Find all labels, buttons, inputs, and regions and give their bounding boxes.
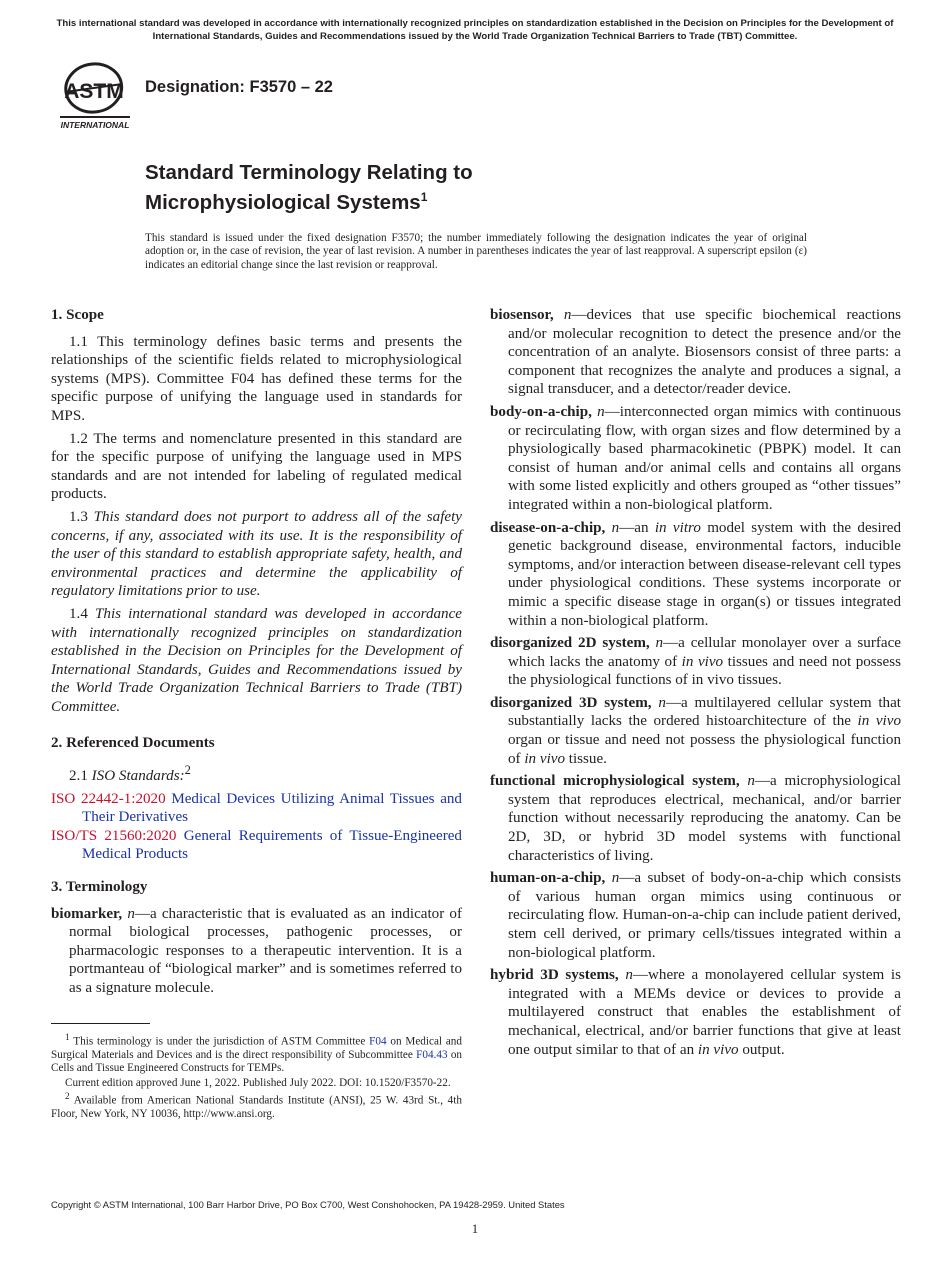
reference-title-link-iso-ts-21560[interactable]: General Requirements of Tissue-Engineered Medical Products bbox=[82, 827, 462, 863]
reference-link-iso-22442[interactable]: ISO 22442-1:2020 bbox=[51, 790, 166, 807]
term-definition-italic: in vivo bbox=[697, 1041, 739, 1058]
term-name: disorganized 2D system, bbox=[490, 635, 650, 652]
reference-item bbox=[51, 827, 462, 864]
footnote-2 bbox=[51, 1091, 462, 1121]
term-disorganized-3d-system bbox=[490, 694, 901, 768]
astm-logo-icon bbox=[54, 56, 134, 134]
noun-marker: n bbox=[127, 905, 135, 922]
term-hybrid-3d-systems bbox=[490, 966, 901, 1059]
logo-text: ASTM bbox=[64, 80, 124, 103]
logo-subtext: INTERNATIONAL bbox=[60, 120, 130, 130]
designation: Designation: F3570 – 22 bbox=[145, 78, 333, 96]
term-definition-b: tissues and need not possess the physiological functions of in vivo tissues. bbox=[508, 653, 901, 689]
term-name: body-on-a-chip, bbox=[490, 403, 592, 420]
term-functional-microphysiological-system bbox=[490, 772, 901, 865]
committee-f04-link[interactable]: F04 bbox=[369, 1035, 387, 1048]
footnote-1 bbox=[51, 1032, 462, 1076]
footnote-divider bbox=[51, 1023, 150, 1024]
term-definition-italic-2: in vivo bbox=[524, 750, 566, 767]
page-number: 1 bbox=[471, 1222, 479, 1236]
term-definition-a: —a cellular monolayer over a surface which lacks the anatomy of bbox=[508, 635, 901, 670]
scope-1-4 bbox=[51, 605, 462, 717]
noun-marker: n bbox=[611, 870, 620, 887]
term-definition: —a microphysiological system that reproduces electrical, mechanical, and/or barrier function without necessarily reproducing the anatomy. Can be 2D, 3D, or hybrid 3D model systems with functional characteristics of living. bbox=[508, 773, 902, 864]
term-name: human-on-a-chip, bbox=[490, 870, 606, 887]
reference-item bbox=[51, 790, 462, 827]
scope-1-3-text: This standard does not purport to address all of the safety concerns, if any, associated with its use. It is the responsibility of the user of this standard to establish appropriate safety, health, and environmental practices and determine the applicability of regulatory limitations prior to use. bbox=[51, 508, 463, 600]
footnote-1-text-a: This terminology is under the jurisdiction of ASTM Committee bbox=[73, 1035, 370, 1048]
term-name: hybrid 3D systems, bbox=[490, 967, 619, 984]
title-line-2-text: Microphysiological Systems bbox=[145, 190, 421, 214]
term-definition: —devices that use specific biochemical reactions and/or molecular recognition to detect the presence and/or the concentration of an analyte. Biosensors consist of three parts: a component that recognizes the analyte and produces a signal, a signal transducer, and a detector/reader device. bbox=[508, 307, 901, 398]
noun-marker: n bbox=[563, 307, 572, 323]
scope-1-4-number: 1.4 bbox=[69, 605, 88, 622]
iso-standards-subsection bbox=[51, 761, 462, 786]
left-column bbox=[51, 306, 462, 1002]
footnote-1-mark: 1 bbox=[65, 1033, 70, 1043]
scope-1-2: 1.2 The terms and nomenclature presented in this standard are for the specific purpose of unifying the language used in MPS standards and are not intended for labeling of regulated medical products. bbox=[51, 430, 462, 503]
footnote-1-edition: Current edition approved June 1, 2022. Published July 2022. DOI: 10.1520/F3570-22. bbox=[65, 1076, 451, 1089]
term-biosensor bbox=[490, 306, 901, 399]
term-body-on-a-chip bbox=[490, 403, 901, 515]
term-disorganized-2d-system bbox=[490, 634, 901, 690]
term-human-on-a-chip bbox=[490, 869, 901, 962]
footnote-2-mark: 2 bbox=[65, 1091, 70, 1102]
term-definition-b: output. bbox=[738, 1041, 785, 1058]
terminology-heading: 3. Terminology bbox=[51, 879, 148, 896]
term-definition-italic: in vivo bbox=[857, 713, 901, 730]
footnote-1-text-c: on Cells and Tissue Engineered Constructs for TEMPs. bbox=[51, 1049, 463, 1075]
scope-heading: 1. Scope bbox=[51, 307, 104, 323]
term-definition-a: —an bbox=[619, 519, 655, 536]
term-definition-b: organ or tissue and need not possess the physiological function of bbox=[508, 732, 901, 767]
right-column bbox=[490, 306, 901, 1063]
term-definition: —a characteristic that is evaluated as an indicator of normal biological processes, pathogenic processes, or pharmacologic responses to a therapeutic intervention. It is a portmanteau of “biological marker” and is sometimes referred to as a signature molecule. bbox=[69, 905, 462, 997]
term-definition: —interconnected organ mimics with continuous or recirculating flow, with organ sizes and flow determined by a physiologically based pharmacokinetic (PBPK) model. It can consist of human and/or animal cells and contains all organs with some listed explicitly and others grouped as “other tissues” integrated within a non-biological platform. bbox=[508, 403, 901, 513]
term-definition-c: tissue. bbox=[565, 750, 607, 767]
scope-1-1: 1.1 This terminology defines basic terms and presents the relationships of the scientific fields related to microphysiological systems (MPS). Committee F04 has defined these terms for the specific purpose of unifying the language used in standards for MPS. bbox=[51, 333, 462, 424]
term-name: biomarker, bbox=[51, 905, 123, 922]
term-definition-a: —a multilayered cellular system that substantially lacks the ordered histoarchitecture of the bbox=[508, 694, 901, 730]
term-definition-a: —where a monolayered cellular system is integrated with a MEMs device or devices to provide a multilayered construct that enables the establishment of mechanical, electrical, and/or barrier functions that give at least one output similar to that of an bbox=[508, 967, 901, 1058]
term-definition: —a subset of body-on-a-chip which consists of various human organ mimics using continuous or recirculating flow. Human-on-a-chip can include patient derived, stem cell derived, or primary cells/tissues integrated within a non-biological platform. bbox=[508, 870, 902, 961]
footnotes bbox=[51, 1032, 462, 1122]
term-name: disorganized 3D system, bbox=[490, 694, 652, 711]
term-definition-italic: in vivo bbox=[681, 653, 724, 670]
referenced-documents-heading: 2. Referenced Documents bbox=[51, 735, 215, 752]
copyright-notice: Copyright © ASTM International, 100 Barr Harbor Drive, PO Box C700, West Conshohocken, PA 19428-2959. United States bbox=[51, 1199, 565, 1210]
noun-marker: n bbox=[625, 967, 633, 984]
noun-marker: n bbox=[658, 694, 666, 711]
reference-link-iso-ts-21560[interactable]: ISO/TS 21560:2020 bbox=[51, 827, 177, 844]
term-definition-b: model system with the desired genetic background disease, environmental factors, inducible symptoms, and/or interaction between disease-relevant cell types under physiological conditions. These systems incorporate or mimic a specific disease stage in organ(s) or tissues integrated within a non-biological platform. bbox=[508, 519, 901, 629]
term-name: biosensor, bbox=[490, 307, 554, 323]
term-name: functional microphysiological system, bbox=[490, 773, 740, 790]
iso-standards-label: ISO Standards: bbox=[91, 768, 185, 785]
issued-under-statement: This standard is issued under the fixed designation F3570; the number immediately following the designation indicates the year of original adoption or, in the case of revision, the year of last revision. A number in parentheses indicates the year of last reapproval. A superscript epsilon (ε) indicates an editorial change since the last revision or reapproval. bbox=[145, 232, 807, 271]
term-biomarker bbox=[51, 905, 462, 998]
iso-standards-number: 2.1 bbox=[69, 768, 88, 785]
title-line-2 bbox=[145, 185, 473, 215]
scope-1-3-number: 1.3 bbox=[69, 508, 88, 525]
footnote-1-text-b: on Medical and Surgical Materials and Devices and is the direct responsibility of Subcommittee bbox=[51, 1035, 462, 1062]
subcommittee-f04-43-link[interactable]: F04.43 bbox=[416, 1049, 448, 1062]
noun-marker: n bbox=[611, 519, 620, 536]
term-definition-italic: in vitro bbox=[654, 519, 701, 536]
scope-1-3 bbox=[51, 508, 462, 601]
iso-standards-footnote-mark: 2 bbox=[184, 763, 191, 778]
term-name: disease-on-a-chip, bbox=[490, 519, 606, 536]
standardization-notice: This international standard was developed in accordance with internationally recognized principles on standardization established in the Decision on Principles for the Development of International Standards, Guides and Recommendations issued by the World Trade Organization Technical Barriers to Trade (TBT) Committee. bbox=[56, 18, 894, 42]
noun-marker: n bbox=[597, 403, 605, 420]
term-disease-on-a-chip bbox=[490, 519, 901, 631]
reference-title-link-iso-22442[interactable]: Medical Devices Utilizing Animal Tissues and Their Derivatives bbox=[82, 790, 462, 826]
title-line-1: Standard Terminology Relating to bbox=[145, 161, 473, 184]
footnote-2-text: Available from American National Standards Institute (ANSI), 25 W. 43rd St., 4th Floor, New York, NY 10036, http://www.ansi.org. bbox=[51, 1094, 462, 1120]
noun-marker: n bbox=[655, 635, 664, 652]
noun-marker: n bbox=[747, 773, 755, 790]
page-title bbox=[145, 160, 473, 215]
title-footnote-mark: 1 bbox=[420, 190, 428, 204]
scope-1-4-text: This international standard was developed in accordance with internationally recognized principles on standardization established in the Decision on Principles for the Development of International Standards, Guides and Recommendations issued by the World Trade Organization Technical Barriers to Trade (TBT) Committee. bbox=[51, 605, 462, 715]
